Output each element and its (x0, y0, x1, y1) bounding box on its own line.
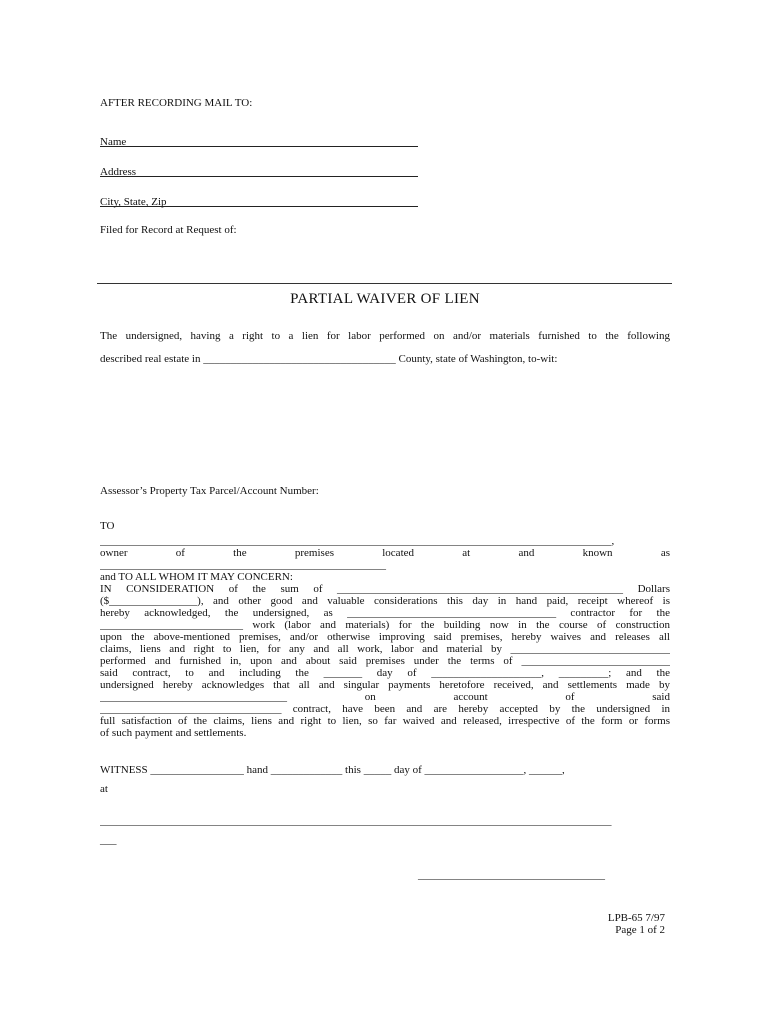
labor-by-line[interactable]: claims, liens and right to lien, for any and all work, labor and material by _____________________________ (100, 643, 670, 655)
intro-line-2: described real estate in ___________________________________ County, state of Washington, to-wit: (100, 353, 558, 365)
location-line-end[interactable]: ___ (100, 834, 117, 846)
filed-for-record-label: Filed for Record at Request of: (100, 224, 237, 236)
consideration-line[interactable]: IN CONSIDERATION of the sum of ____________________________________________________ Dollars (100, 583, 670, 595)
at-label: at (100, 783, 108, 795)
form-footer (608, 912, 665, 936)
contractor-line[interactable]: hereby acknowledged, the undersigned, as ______________________________________ contractor for the (100, 607, 670, 619)
mail-to-heading: AFTER RECORDING MAIL TO: (100, 97, 253, 109)
body-line-9: upon the above-mentioned premises, and/or otherwise improving said premises, hereby waives and releases all (100, 631, 670, 643)
contract-accepted-line[interactable]: _________________________________ contract, have been and are hereby accepted by the undersigned in (100, 703, 670, 715)
name-label: Name (100, 136, 127, 148)
to-label: TO (100, 520, 115, 532)
amount-line[interactable]: ($________________), and other good and valuable considerations this day in hand paid, receipt whereof is (100, 595, 670, 607)
recipient-line[interactable]: _____________________________________________________________________________________________, (100, 535, 615, 547)
location-line[interactable]: _____________________________________________________________________________________________ (100, 815, 612, 827)
owner-line: owner of the premises located at and known as (100, 547, 670, 559)
address-label: Address (100, 166, 137, 178)
city-state-zip-label: City, State, Zip (100, 196, 167, 208)
intro-paragraph (100, 325, 670, 371)
waiver-body (100, 535, 670, 739)
account-line[interactable]: __________________________________ on account of said (100, 691, 670, 703)
signature-line[interactable]: __________________________________ (418, 869, 605, 881)
witness-line[interactable]: WITNESS _________________ hand _____________ this _____ day of __________________, ______, (100, 764, 565, 776)
body-line-16: full satisfaction of the claims, liens and right to lien, so far waived and released, irrespective of the form or forms (100, 715, 670, 727)
city-state-zip-field[interactable] (100, 206, 418, 207)
work-line[interactable]: __________________________ work (labor and materials) for the building now in the course of construction (100, 619, 670, 631)
page-number: Page 1 of 2 (615, 924, 665, 936)
contract-date-line[interactable]: said contract, to and including the _______ day of ____________________, _________; and the (100, 667, 670, 679)
body-line-13: undersigned hereby acknowledges that all and singular payments heretofore received, and settlements made by (100, 679, 670, 691)
document-title: PARTIAL WAIVER OF LIEN (290, 291, 480, 307)
name-field[interactable] (100, 146, 418, 147)
assessor-parcel-label: Assessor’s Property Tax Parcel/Account Number: (100, 485, 319, 497)
whom-it-may-concern-line: and TO ALL WHOM IT MAY CONCERN: (100, 571, 293, 583)
premises-line[interactable]: ____________________________________________________ (100, 559, 386, 571)
form-id: LPB-65 7/97 (607, 912, 665, 924)
contract-terms-line[interactable]: performed and furnished in, upon and about said premises under the terms of ___________________________ (100, 655, 670, 667)
address-field[interactable] (100, 176, 418, 177)
intro-line-1: The undersigned, having a right to a lien for labor performed on and/or materials furnished to the following (100, 330, 670, 342)
body-line-17: of such payment and settlements. (100, 727, 247, 739)
section-divider (97, 283, 672, 284)
